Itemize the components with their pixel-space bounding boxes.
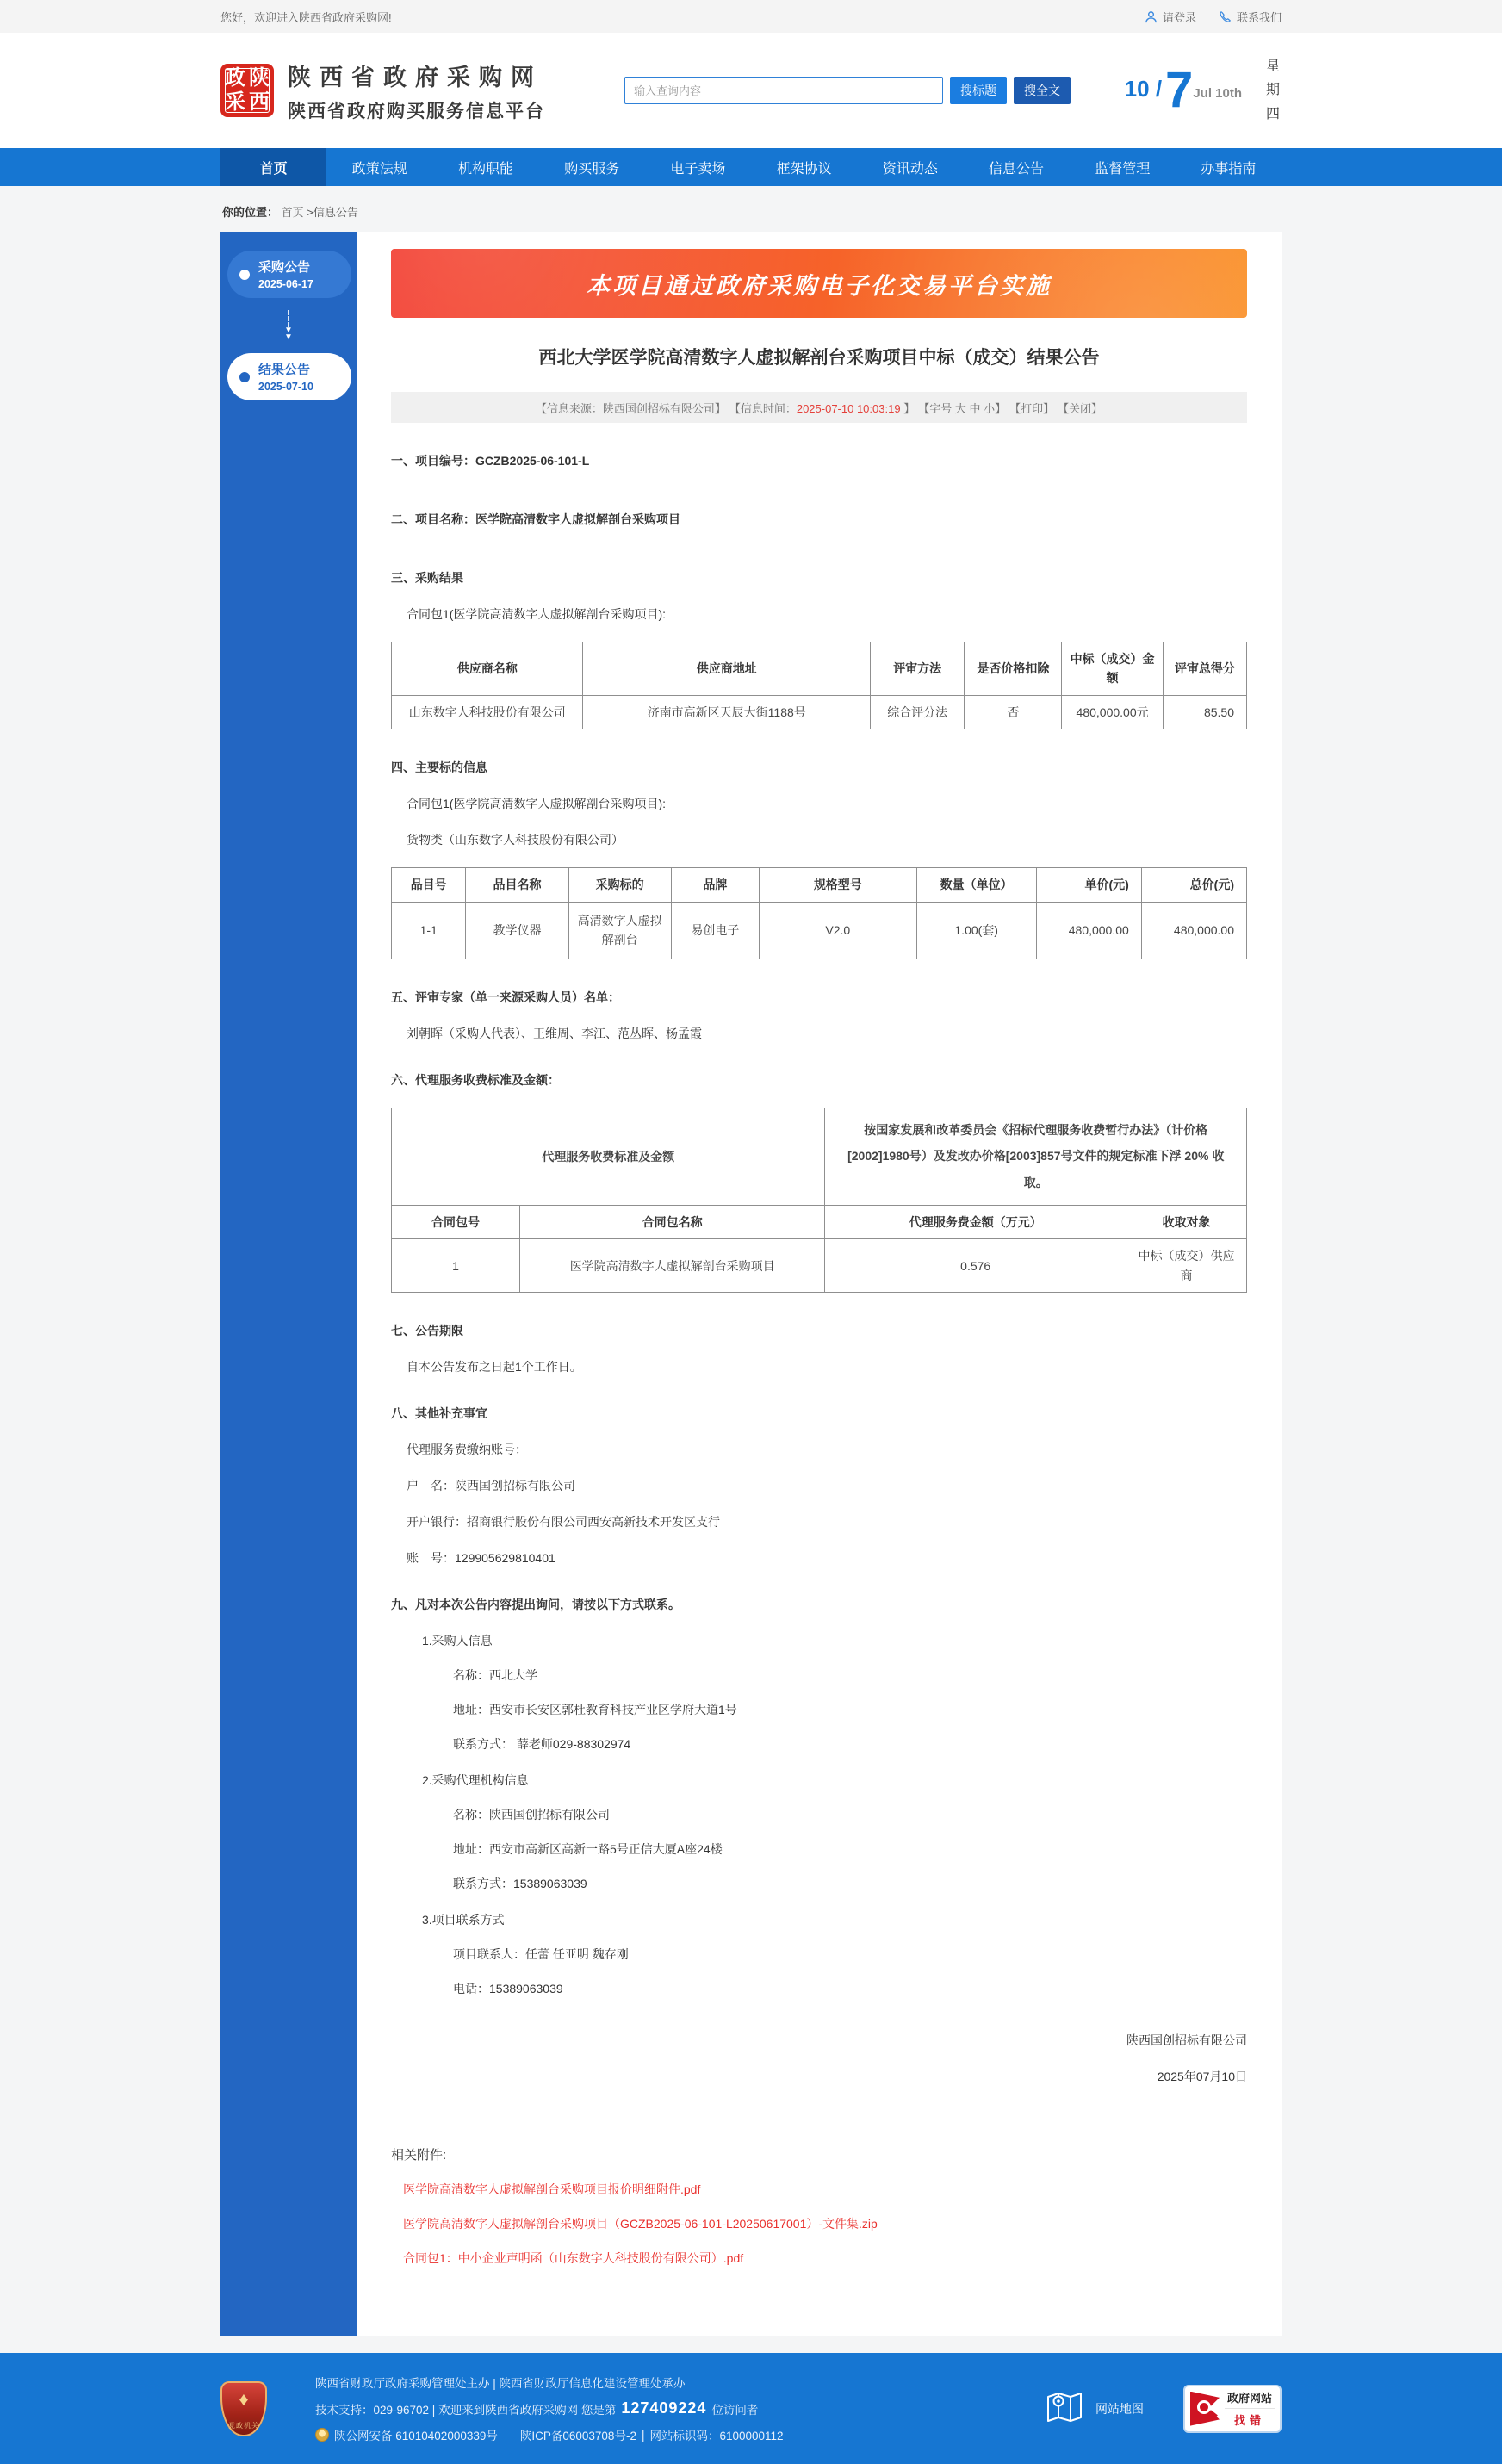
nav-item-emall[interactable]: 电子卖场 bbox=[670, 161, 726, 177]
table-header-cell: 评审总得分 bbox=[1163, 642, 1246, 696]
table-cell: 1 bbox=[392, 1239, 520, 1293]
nav-item-framework[interactable]: 框架协议 bbox=[776, 161, 832, 177]
sidebar-item-purchase-announcement[interactable]: 采购公告 2025-06-17 bbox=[227, 251, 351, 298]
announcement-period-text: 自本公告发布之日起1个工作日。 bbox=[407, 1360, 582, 1375]
table-cell: 综合评分法 bbox=[871, 695, 965, 729]
map-icon bbox=[1046, 2390, 1083, 2427]
timeline-sidebar bbox=[220, 232, 357, 2336]
attachment-link-sme-declaration-pdf[interactable]: 合同包1：中小企业声明函（山东数字人科技股份有限公司）.pdf bbox=[403, 2251, 744, 2266]
platform-banner: 本项目通过政府采购电子化交易平台实施 bbox=[391, 249, 1247, 318]
search-fulltext-button[interactable]: 搜全文 bbox=[1014, 77, 1071, 104]
account-number: 账 号：129905629810401 bbox=[407, 1551, 555, 1566]
table-header-cell: 合同包名称 bbox=[519, 1205, 825, 1238]
sidebar-item-result-announcement[interactable]: 结果公告 2025-07-10 bbox=[227, 353, 351, 400]
attachments-label: 相关附件: bbox=[391, 2148, 447, 2163]
table-cell: 山东数字人科技股份有限公司 bbox=[392, 695, 583, 729]
table-cell: 高清数字人虚拟解剖台 bbox=[568, 902, 671, 959]
nav-item-announcements[interactable]: 信息公告 bbox=[989, 161, 1045, 177]
signature-company: 陕西国创招标有限公司 bbox=[1126, 2033, 1247, 2048]
table-cell: 代理服务收费标准及金额 bbox=[392, 1108, 825, 1205]
page-title: 西北大学医学院高清数字人虚拟解剖台采购项目中标（成交）结果公告 bbox=[538, 348, 1100, 368]
agency-fee-table bbox=[391, 1108, 1247, 1294]
fontsize-medium[interactable]: 中 bbox=[969, 401, 981, 415]
agency-name: 名称：陕西国创招标有限公司 bbox=[453, 1808, 610, 1822]
section-procurement-result: 三、采购结果 bbox=[391, 571, 463, 585]
timeline-arrow-icon: ▼ ▼ bbox=[220, 310, 357, 341]
gongan-beian-link[interactable]: 陕公网安备 61010402000339号 bbox=[334, 2430, 498, 2443]
login-link[interactable]: 请登录 bbox=[1145, 9, 1196, 25]
table-header-cell: 品牌 bbox=[671, 868, 759, 902]
table-header-cell: 收取对象 bbox=[1126, 1205, 1246, 1238]
project-contact-phone: 电话：15389063039 bbox=[453, 1982, 563, 1996]
section-contact: 九、凡对本次公告内容提出询问，请按以下方式联系。 bbox=[391, 1598, 680, 1612]
print-button[interactable]: 【打印】 bbox=[1009, 401, 1055, 415]
signature-block bbox=[391, 2032, 1247, 2085]
attachment-link-quotation-pdf[interactable]: 医学院高清数字人虚拟解剖台采购项目报价明细附件.pdf bbox=[403, 2182, 701, 2197]
search-title-button[interactable]: 搜标题 bbox=[950, 77, 1007, 104]
breadcrumb-home-link[interactable]: 首页 bbox=[281, 206, 304, 219]
table-header-cell: 供应商地址 bbox=[583, 642, 871, 696]
user-icon bbox=[1145, 10, 1158, 23]
icp-beian-link[interactable]: 陕ICP备06003708号-2 bbox=[519, 2430, 636, 2443]
search-input[interactable] bbox=[624, 77, 943, 104]
section-experts: 五、评审专家（单一来源采购人员）名单： bbox=[391, 990, 620, 1004]
fontsize-small[interactable]: 小】 bbox=[984, 401, 1007, 415]
agency-contact: 联系方式：15389063039 bbox=[453, 1877, 587, 1891]
timeline-dot bbox=[239, 270, 250, 280]
footer-support-line: 技术支持：029-96702 | 欢迎来到陕西省政府采购网 您是第 127409224 位访问者 bbox=[315, 2399, 759, 2417]
agency-info-heading: 2.采购代理机构信息 bbox=[422, 1773, 529, 1788]
account-bank: 开户银行：招商银行股份有限公司西安高新技术开发区支行 bbox=[407, 1515, 720, 1530]
table-cell: 1.00(套) bbox=[916, 902, 1036, 959]
table-cell: 易创电子 bbox=[671, 902, 759, 959]
experts-names: 刘朝晖（采购人代表）、王维周、李江、范丛晖、杨孟霞 bbox=[407, 1026, 702, 1040]
nav-item-purchase-service[interactable]: 购买服务 bbox=[564, 161, 620, 177]
footer-organizer-line: 陕西省财政厅政府采购管理处主办 | 陕西省财政厅信息化建设管理处承办 bbox=[315, 2377, 686, 2391]
buyer-name: 名称：西北大学 bbox=[453, 1668, 537, 1683]
section-project-number: 一、项目编号：GCZB2025-06-101-L bbox=[391, 454, 590, 468]
site-title: 陕西省政府采购网 bbox=[288, 64, 543, 90]
table-header-cell: 代理服务费金额（万元） bbox=[825, 1205, 1126, 1238]
buyer-info-heading: 1.采购人信息 bbox=[422, 1634, 493, 1648]
find-error-icon bbox=[1190, 2392, 1220, 2426]
table-header-cell: 是否价格扣除 bbox=[965, 642, 1062, 696]
timeline-dot bbox=[239, 372, 250, 382]
package-label: 合同包1(医学院高清数字人虚拟解剖台采购项目): bbox=[407, 607, 666, 621]
table-cell: 0.576 bbox=[825, 1239, 1126, 1293]
date-english: Jul 10th bbox=[1193, 85, 1242, 101]
contact-link[interactable]: 联系我们 bbox=[1219, 9, 1282, 25]
table-cell: 按国家发展和改革委员会《招标代理服务收费暂行办法》（计价格[2002]1980号）及发改办价格[2003]857号文件的规定标准下浮 20% 收取。 bbox=[825, 1108, 1247, 1205]
section-main-subject: 四、主要标的信息 bbox=[391, 760, 487, 775]
gov-site-error-report-badge[interactable]: 政府网站 找错 bbox=[1183, 2385, 1282, 2433]
table-cell: 85.50 bbox=[1163, 695, 1246, 729]
table-cell: 480,000.00元 bbox=[1062, 695, 1163, 729]
section-other-matters: 八、其他补充事宜 bbox=[391, 1406, 487, 1421]
visitor-count: 127409224 bbox=[621, 2399, 707, 2417]
table-header-cell: 单价(元) bbox=[1036, 868, 1141, 902]
table-header-cell: 品目号 bbox=[392, 868, 466, 902]
police-badge-icon bbox=[315, 2428, 329, 2442]
table-row bbox=[392, 1239, 1247, 1293]
date-widget bbox=[1125, 55, 1282, 126]
fontsize-large[interactable]: 大 bbox=[954, 401, 966, 415]
date-month: 10 / bbox=[1124, 76, 1163, 102]
table-cell: 教学仪器 bbox=[466, 902, 568, 959]
phone-icon bbox=[1219, 10, 1232, 23]
table-row bbox=[392, 695, 1247, 729]
buyer-contact: 联系方式： 薛老师029-88302974 bbox=[453, 1737, 631, 1752]
agency-address: 地址：西安市高新区高新一路5号正信大厦A座24楼 bbox=[453, 1842, 723, 1857]
fontsize-controls: 【字号 大 中 小】 bbox=[918, 401, 1007, 415]
site-footer bbox=[0, 2353, 1502, 2464]
table-cell: 医学院高清数字人虚拟解剖台采购项目 bbox=[519, 1239, 825, 1293]
info-source: 【信息来源：陕西国创招标有限公司】 bbox=[535, 401, 726, 415]
section-agency-fee: 六、代理服务收费标准及金额： bbox=[391, 1072, 560, 1087]
package-label: 合同包1(医学院高清数字人虚拟解剖台采购项目): bbox=[407, 797, 666, 811]
table-cell: 否 bbox=[965, 695, 1062, 729]
table-header-cell: 中标（成交）金额 bbox=[1062, 642, 1163, 696]
table-cell: 480,000.00 bbox=[1141, 902, 1246, 959]
nav-item-home[interactable]: 首页 bbox=[220, 148, 326, 186]
goods-category-label: 货物类（山东数字人科技股份有限公司） bbox=[407, 833, 624, 847]
project-contact-heading: 3.项目联系方式 bbox=[422, 1913, 505, 1927]
attachment-link-fileset-zip[interactable]: 医学院高清数字人虚拟解剖台采购项目（GCZB2025-06-101-L20250617001）-文件集.zip bbox=[403, 2217, 878, 2231]
nav-item-functions[interactable]: 机构职能 bbox=[458, 161, 514, 177]
footer-beian-line: 陕公网安备 61010402000339号 陕ICP备06003708号-2 | 网站标识码：6100000112 bbox=[315, 2426, 784, 2443]
items-table bbox=[391, 867, 1247, 959]
site-code: 网站标识码：6100000112 bbox=[649, 2430, 784, 2443]
topbar bbox=[0, 0, 1502, 33]
buyer-address: 地址：西安市长安区郭杜教育科技产业区学府大道1号 bbox=[453, 1703, 737, 1717]
date-weekday: 星期四 bbox=[1265, 59, 1280, 121]
section-project-name: 二、项目名称：医学院高清数字人虚拟解剖台采购项目 bbox=[391, 512, 680, 526]
site-logo[interactable]: 政 陕 采 西 bbox=[220, 64, 274, 117]
nav-item-guide[interactable]: 办事指南 bbox=[1201, 161, 1257, 177]
attachments-section bbox=[391, 2145, 1247, 2267]
table-header-cell: 总价(元) bbox=[1141, 868, 1246, 902]
main-nav bbox=[0, 148, 1502, 186]
table-cell: 济南市高新区天辰大街1188号 bbox=[583, 695, 871, 729]
table-cell: 480,000.00 bbox=[1036, 902, 1141, 959]
info-time: 【信息时间：2025-07-10 10:03:19 】 bbox=[729, 401, 915, 415]
welcome-text: 您好，欢迎进入陕西省政府采购网! bbox=[220, 10, 392, 24]
table-cell: 中标（成交）供应商 bbox=[1126, 1239, 1246, 1293]
table-header-cell: 评审方法 bbox=[871, 642, 965, 696]
table-header-cell: 规格型号 bbox=[759, 868, 916, 902]
government-emblem-icon: ♦ 党政机关 bbox=[220, 2381, 267, 2436]
date-day: 7 bbox=[1165, 62, 1194, 118]
table-header-cell: 数量（单位） bbox=[916, 868, 1036, 902]
signature-date: 2025年07月10日 bbox=[1157, 2070, 1247, 2084]
breadcrumb: 你的位置： 首页 >信息公告 bbox=[222, 206, 358, 219]
close-button[interactable]: 【关闭】 bbox=[1058, 401, 1103, 415]
table-cell: V2.0 bbox=[759, 902, 916, 959]
sitemap-link[interactable]: 网站地图 bbox=[1046, 2390, 1144, 2427]
article-meta-bar bbox=[391, 392, 1247, 423]
nav-item-policy[interactable]: 政策法规 bbox=[351, 161, 407, 177]
table-cell: 1-1 bbox=[392, 902, 466, 959]
site-header bbox=[0, 33, 1502, 148]
site-subtitle: 陕西省政府购买服务信息平台 bbox=[288, 101, 545, 121]
nav-item-supervision[interactable]: 监督管理 bbox=[1095, 161, 1151, 177]
article-content bbox=[357, 232, 1282, 2336]
result-table bbox=[391, 642, 1247, 729]
section-announcement-period: 七、公告期限 bbox=[391, 1324, 463, 1338]
account-name: 户 名：陕西国创招标有限公司 bbox=[407, 1479, 575, 1493]
nav-item-news[interactable]: 资讯动态 bbox=[882, 161, 938, 177]
table-header-cell: 供应商名称 bbox=[392, 642, 583, 696]
table-header-cell: 合同包号 bbox=[392, 1205, 520, 1238]
table-header-cell: 采购标的 bbox=[568, 868, 671, 902]
project-contact-persons: 项目联系人：任蕾 任亚明 魏存刚 bbox=[453, 1947, 629, 1962]
table-header-cell: 品目名称 bbox=[466, 868, 568, 902]
breadcrumb-current: >信息公告 bbox=[307, 206, 358, 219]
table-row bbox=[392, 902, 1247, 959]
payment-account-label: 代理服务费缴纳账号： bbox=[407, 1443, 527, 1457]
